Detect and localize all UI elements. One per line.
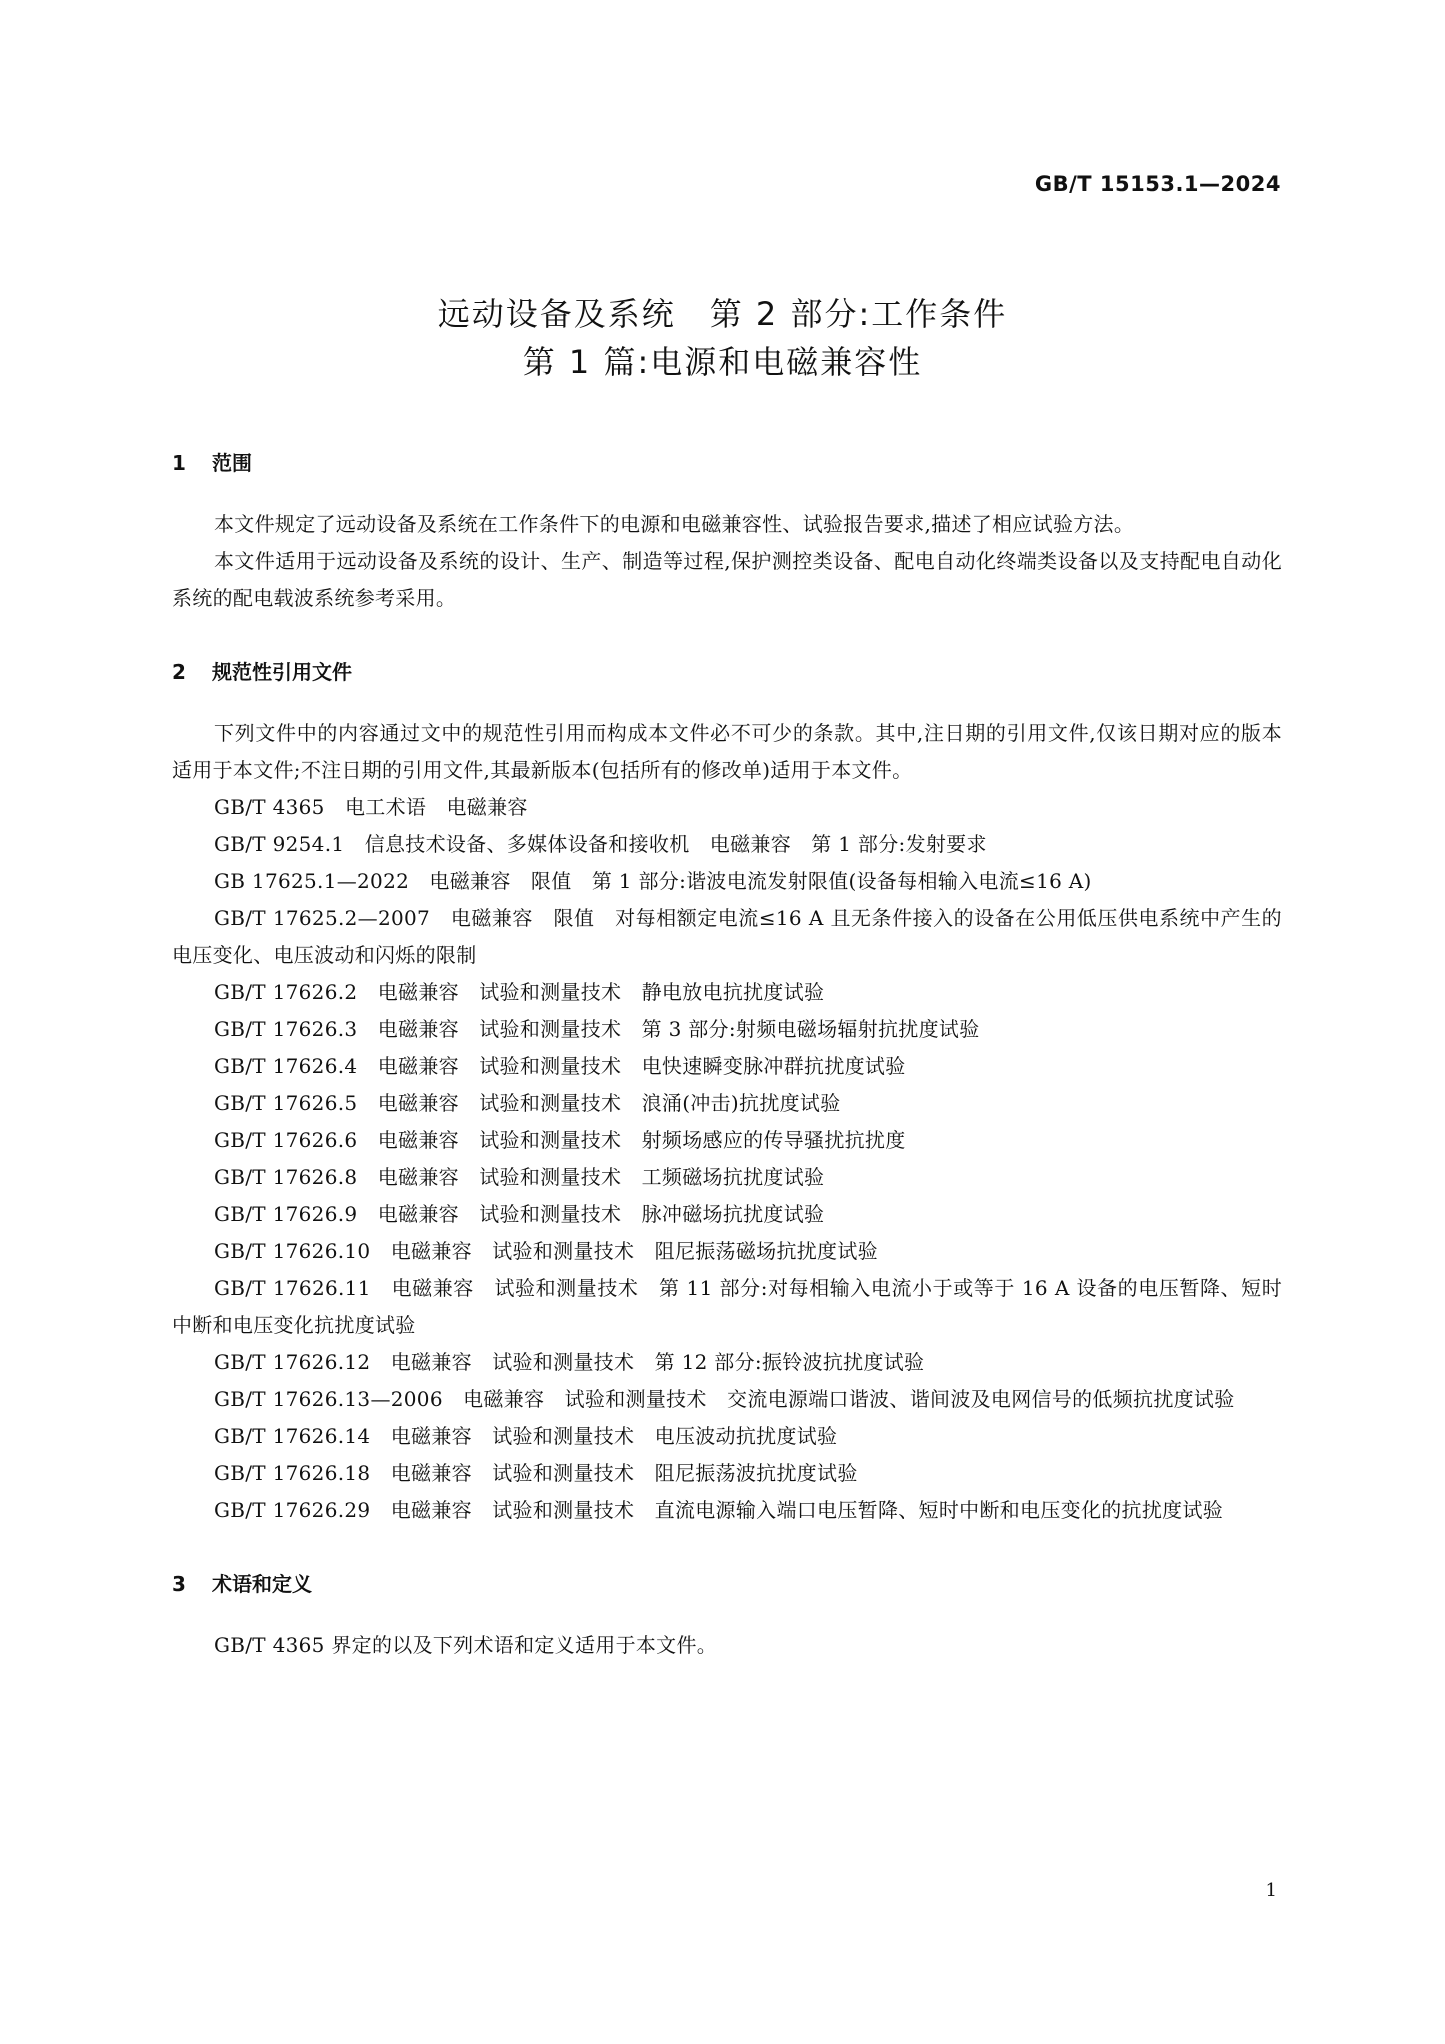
reference-item: GB/T 17626.4 电磁兼容 试验和测量技术 电快速瞬变脉冲群抗扰度试验 xyxy=(214,1054,906,1078)
reference-item: GB/T 9254.1 信息技术设备、多媒体设备和接收机 电磁兼容 第 1 部分:发射要求 xyxy=(214,832,987,856)
section-number: 3 xyxy=(172,1572,186,1596)
paragraph: 本文件适用于远动设备及系统的设计、生产、制造等过程,保护测控类设备、配电自动化终端类设备以及支持配电自动化系统的配电载波系统参考采用。 xyxy=(172,549,1282,610)
reference-item: GB/T 17625.2—2007 电磁兼容 限值 对每相额定电流≤16 A 且无条件接入的设备在公用低压供电系统中产生的电压变化、电压波动和闪烁的限制 xyxy=(172,906,1282,967)
reference-item: GB/T 17626.29 电磁兼容 试验和测量技术 直流电源输入端口电压暂降、短时中断和电压变化的抗扰度试验 xyxy=(214,1498,1224,1522)
reference-item: GB/T 17626.10 电磁兼容 试验和测量技术 阻尼振荡磁场抗扰度试验 xyxy=(214,1239,878,1263)
section-title: 范围 xyxy=(212,451,252,475)
section-number: 1 xyxy=(172,451,186,475)
section-title: 术语和定义 xyxy=(212,1572,312,1596)
reference-item: GB/T 17626.18 电磁兼容 试验和测量技术 阻尼振荡波抗扰度试验 xyxy=(214,1461,858,1485)
reference-item: GB/T 17626.9 电磁兼容 试验和测量技术 脉冲磁场抗扰度试验 xyxy=(214,1202,825,1226)
section-1-heading xyxy=(172,448,1282,478)
standard-number: GB/T 15153.1—2024 xyxy=(1034,172,1281,196)
paragraph: 本文件规定了远动设备及系统在工作条件下的电源和电磁兼容性、试验报告要求,描述了相应试验方法。 xyxy=(214,512,1135,536)
title-line-1: 远动设备及系统 第 2 部分:工作条件 xyxy=(437,295,1008,333)
reference-item: GB 17625.1—2022 电磁兼容 限值 第 1 部分:谐波电流发射限值(设备每相输入电流≤16 A) xyxy=(214,869,1092,893)
reference-item: GB/T 17626.8 电磁兼容 试验和测量技术 工频磁场抗扰度试验 xyxy=(214,1165,825,1189)
section-2-heading xyxy=(172,657,1282,687)
reference-item: GB/T 17626.3 电磁兼容 试验和测量技术 第 3 部分:射频电磁场辐射抗扰度试验 xyxy=(214,1017,980,1041)
reference-item: GB/T 17626.5 电磁兼容 试验和测量技术 浪涌(冲击)抗扰度试验 xyxy=(214,1091,841,1115)
reference-item: GB/T 17626.13—2006 电磁兼容 试验和测量技术 交流电源端口谐波、谐间波及电网信号的低频抗扰度试验 xyxy=(214,1387,1235,1411)
page-number: 1 xyxy=(1265,1880,1277,1901)
reference-item: GB/T 17626.2 电磁兼容 试验和测量技术 静电放电抗扰度试验 xyxy=(214,980,825,1004)
document-title xyxy=(0,290,1445,386)
section-title: 规范性引用文件 xyxy=(212,660,352,684)
section-number: 2 xyxy=(172,660,186,684)
paragraph: 下列文件中的内容通过文中的规范性引用而构成本文件必不可少的条款。其中,注日期的引用文件,仅该日期对应的版本适用于本文件;不注日期的引用文件,其最新版本(包括所有的修改单)适用于本文件。 xyxy=(172,721,1282,782)
title-line-2: 第 1 篇:电源和电磁兼容性 xyxy=(522,343,923,381)
document-body xyxy=(172,448,1282,1664)
reference-item: GB/T 4365 电工术语 电磁兼容 xyxy=(214,795,528,819)
reference-item: GB/T 17626.14 电磁兼容 试验和测量技术 电压波动抗扰度试验 xyxy=(214,1424,838,1448)
section-3-heading xyxy=(172,1569,1282,1599)
paragraph: GB/T 4365 界定的以及下列术语和定义适用于本文件。 xyxy=(214,1633,718,1657)
reference-item: GB/T 17626.11 电磁兼容 试验和测量技术 第 11 部分:对每相输入电流小于或等于 16 A 设备的电压暂降、短时中断和电压变化抗扰度试验 xyxy=(172,1276,1282,1337)
reference-item: GB/T 17626.12 电磁兼容 试验和测量技术 第 12 部分:振铃波抗扰度试验 xyxy=(214,1350,925,1374)
reference-item: GB/T 17626.6 电磁兼容 试验和测量技术 射频场感应的传导骚扰抗扰度 xyxy=(214,1128,906,1152)
